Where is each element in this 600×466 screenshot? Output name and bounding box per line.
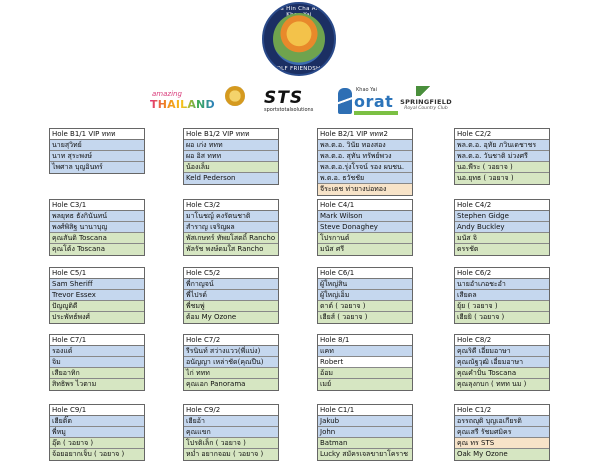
player-name-row: เสียดล	[455, 290, 549, 301]
hole-group-title: Hole C9/2	[184, 405, 278, 416]
player-name-row: เฮียติ๊ต	[50, 416, 144, 427]
sts-main-text: STS	[264, 88, 304, 108]
player-name-row: มนัส จิ	[455, 233, 549, 244]
player-name-row: ดรรชัต	[455, 244, 549, 255]
hole-group-table	[454, 199, 550, 256]
player-name-row: ตาต์ ( วอยาจ )	[318, 301, 412, 312]
player-name-row: พี่ชมพู่	[184, 301, 278, 312]
hole-group-table	[454, 404, 550, 461]
player-name-row: John	[318, 427, 412, 438]
hole-group-title: Hole B2/1 VIP ททท2	[318, 129, 412, 140]
player-name-row: พี่กาญจน์	[184, 279, 278, 290]
springfield-sub-text: Royal Country Club	[404, 106, 448, 111]
hole-group-title: Hole C7/2	[184, 335, 278, 346]
player-name-row: ไพศาล บุญอินทร์	[50, 162, 144, 173]
player-name-row: นอ.ยุทธ ( วอยาจ )	[455, 173, 549, 184]
player-name-row: Mark Wilson	[318, 211, 412, 222]
hole-group-title: Hole C3/2	[184, 200, 278, 211]
player-name-row: เฮียยิ ( วอยาจ )	[455, 312, 549, 323]
player-name-row: ประพัทธ์พงศ์	[50, 312, 144, 323]
hole-group-table	[183, 128, 279, 185]
hole-group-table	[49, 334, 145, 391]
player-name-row: ผอ อิส ททท	[184, 151, 278, 162]
player-name-row: Andy Buckley	[455, 222, 549, 233]
emblem-bottom-text: GOLF FRIENDSHIP	[271, 66, 327, 72]
player-name-row: พี่ไปรด์	[184, 290, 278, 301]
hole-group-title: Hole C3/1	[50, 200, 144, 211]
player-name-row: หม่ำ อยากจอม ( วอยาจ )	[184, 449, 278, 460]
player-name-row: Steve Donaghey	[318, 222, 412, 233]
player-name-row: ผู้ใหญ่สิน	[318, 279, 412, 290]
hole-group-title: Hole C6/1	[318, 268, 412, 279]
player-name-row: นายอำเภอชะอำ	[455, 279, 549, 290]
player-name-row: อรรถญุติ บุญเอเกียรติ	[455, 416, 549, 427]
player-name-row: พลยุทธ ธังกินันทน์	[50, 211, 144, 222]
hole-group-title: Hole C2/2	[455, 129, 549, 140]
player-name-row: Sam Sheriff	[50, 279, 144, 290]
player-name-row: คุณเสรี รัชมศมิคร	[455, 427, 549, 438]
hole-group-table	[317, 267, 413, 324]
player-name-row: ผอ เก่ง ททท	[184, 140, 278, 151]
player-name-row: พงศ์พิสิฐ นานาบุญ	[50, 222, 144, 233]
player-name-row: Trevor Essex	[50, 290, 144, 301]
player-name-row: Oak My Ozone	[455, 449, 549, 460]
player-name-row: พล.ต.อ. อุทัย ภวินเดชาชร	[455, 140, 549, 151]
hole-group-table	[183, 199, 279, 256]
player-name-row: ยุ้ย ( วอยาจ )	[455, 301, 549, 312]
player-name-row: พล.ต.อ. วันชาติ ม่วงศรี	[455, 151, 549, 162]
hole-group-title: Hole C6/2	[455, 268, 549, 279]
hole-group-title: Hole C1/1	[318, 405, 412, 416]
player-name-row: สิทธิพร ไวตาม	[50, 379, 144, 390]
player-name-row: Stephen Gidge	[455, 211, 549, 222]
hole-group-title: Hole 8/1	[318, 335, 412, 346]
sts-sub-text: sportstotalsolutions	[264, 107, 314, 113]
hole-group-title: Hole C9/1	[50, 405, 144, 416]
player-name-row: พัลรัช พงษ์ดมใส Rancho	[184, 244, 278, 255]
hole-group-table	[317, 404, 413, 461]
player-name-row: สำราญ เจริญผล	[184, 222, 278, 233]
player-name-row: Batman	[318, 438, 412, 449]
player-name-row: นาท สุระพงษ์	[50, 151, 144, 162]
player-name-row: คุณ ทร STS	[455, 438, 549, 449]
player-name-row: พ.ต.อ. ธวัชชัย	[318, 173, 412, 184]
player-name-row: พัสเกษทร์ ทัพยโสตถิ์ Rancho	[184, 233, 278, 244]
player-name-row: อ้อม	[318, 368, 412, 379]
player-name-row: เมย์	[318, 379, 412, 390]
amazing-small-text: amazing	[152, 90, 182, 98]
hole-group-table	[49, 199, 145, 256]
player-name-row: คุณริดี เอี่ยมอาษา	[455, 346, 549, 357]
player-name-row: จิม	[50, 357, 144, 368]
player-name-row: รีรนินท์ สว่างแวว(พี่แบ่ง)	[184, 346, 278, 357]
hole-group-title: Hole B1/2 VIP ททท	[184, 129, 278, 140]
player-name-row: จีระเดช ท่ายางบ่อทอง	[318, 184, 412, 195]
khao-yai-small-text: Khao Yai	[356, 87, 377, 93]
player-name-row: คุณเอก Panorama	[184, 379, 278, 390]
hole-group-table	[317, 199, 413, 256]
hole-group-title: Hole C8/2	[455, 335, 549, 346]
hole-group-table	[454, 267, 550, 324]
player-name-row: อนัญญา เหล่าชัด(คุณปืน)	[184, 357, 278, 368]
hole-group-table	[317, 334, 413, 391]
hole-group-table	[317, 128, 413, 196]
player-name-row: คุณโต้ง Toscana	[50, 244, 144, 255]
hole-group-title: Hole C5/2	[184, 268, 278, 279]
hole-group-table	[49, 128, 145, 174]
player-name-row: น้องเล็ม	[184, 162, 278, 173]
player-name-row: พล.ต.อ.รุ่งโรจน์ รอง ผบชน.	[318, 162, 412, 173]
player-name-row: พี่หมู	[50, 427, 144, 438]
hole-group-table	[183, 267, 279, 324]
player-name-row: ต้อม My Ozone	[184, 312, 278, 323]
hole-group-table	[49, 404, 145, 461]
player-name-row: ปัญญูติดี	[50, 301, 144, 312]
player-name-row: แคท	[318, 346, 412, 357]
player-name-row: คุณคำปั่น Toscana	[455, 368, 549, 379]
player-name-row: นอ.พีระ ( วอยาจ )	[455, 162, 549, 173]
player-name-row: อุ๊ด ( วอยาจ )	[50, 438, 144, 449]
hole-group-table	[454, 128, 550, 185]
hole-group-table	[49, 267, 145, 324]
player-name-row: Robert	[318, 357, 412, 368]
hole-group-table	[183, 404, 279, 461]
hole-group-title: Hole C7/1	[50, 335, 144, 346]
hole-group-title: Hole B1/1 VIP ททท	[50, 129, 144, 140]
player-name-row: มนัส ศรี	[318, 244, 412, 255]
hole-group-table	[454, 334, 550, 391]
amazing-big-text: THAILAND	[150, 98, 215, 111]
player-name-row: Jakub	[318, 416, 412, 427]
player-name-row: เฮียส์ ( วอยาจ )	[318, 312, 412, 323]
player-name-row: โปรติเล็ก ( วอยาจ )	[184, 438, 278, 449]
player-name-row: คุณณัฐวุฒิ เอี่ยมอาษา	[455, 357, 549, 368]
player-name-row: ไก่ ททท	[184, 368, 278, 379]
player-name-row: คุณแขก	[184, 427, 278, 438]
hole-group-title: Hole C1/2	[455, 405, 549, 416]
hole-group-title: Hole C5/1	[50, 268, 144, 279]
emblem-top-text: Hua Hin Cha Am -	[272, 6, 326, 12]
player-name-row: คุณสันติ Toscana	[50, 233, 144, 244]
hole-group-title: Hole C4/2	[455, 200, 549, 211]
player-name-row: เสียอาทิก	[50, 368, 144, 379]
player-name-row: จ้อยอยากเจ็บ ( วอยาจ )	[50, 449, 144, 460]
player-name-row: พล.ต.อ. วินัย ทองสอง	[318, 140, 412, 151]
player-name-row: มาโนชญ์ คงรัตนชาติ	[184, 211, 278, 222]
player-name-row: คุณลุงกบก ( ททท นม )	[455, 379, 549, 390]
player-name-row: พล.ต.อ. สุทัน ทรัพย์พวง	[318, 151, 412, 162]
player-name-row: นายสุวิทย์	[50, 140, 144, 151]
player-name-row: เฮียอ้า	[184, 416, 278, 427]
player-name-row: ผู้ใหญ่เอ็ม	[318, 290, 412, 301]
player-name-row: รองแด์	[50, 346, 144, 357]
korat-main-text: orat	[354, 92, 394, 111]
hole-group-table	[183, 334, 279, 391]
player-name-row: โปรกานต์	[318, 233, 412, 244]
player-name-row: Keld Pederson	[184, 173, 278, 184]
hole-group-title: Hole C4/1	[318, 200, 412, 211]
springfield-main-text: SPRINGFIELD	[400, 98, 452, 106]
player-name-row: Lucky สมัครเจลขายาโคราช	[318, 449, 412, 460]
